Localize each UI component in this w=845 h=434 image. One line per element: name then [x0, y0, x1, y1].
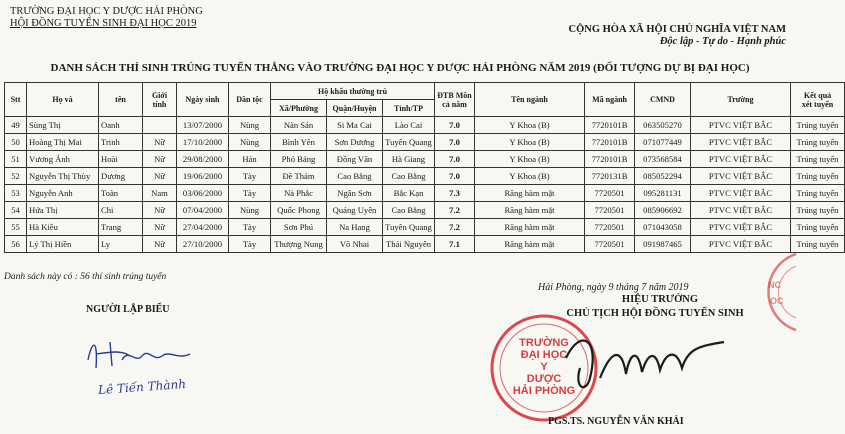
cell-ma: 7720131B [585, 168, 635, 185]
col-ho-khau: Hộ khẩu thường trú [271, 83, 435, 100]
cell-stt: 54 [5, 202, 27, 219]
cell-tinh: Hà Giang [383, 151, 435, 168]
cell-xa: Sơn Phú [271, 219, 327, 236]
cell-ns: 27/10/2000 [177, 236, 229, 253]
cell-truong: PTVC VIỆT BẮC [691, 202, 791, 219]
svg-text:NC: NC [768, 280, 781, 290]
cell-truong: PTVC VIỆT BẮC [691, 236, 791, 253]
cell-dtb: 7.0 [435, 117, 475, 134]
cell-cmnd: 091987465 [635, 236, 691, 253]
nation-name: CỘNG HÒA XÃ HỘI CHỦ NGHĨA VIỆT NAM [568, 24, 786, 35]
seal-line: HẢI PHÒNG [512, 385, 576, 397]
cell-truong: PTVC VIỆT BẮC [691, 151, 791, 168]
seal-line: DƯỢC [526, 373, 562, 385]
preparer-signature-icon [70, 330, 220, 380]
table-row [5, 168, 845, 185]
cell-quan: Đồng Văn [327, 151, 383, 168]
cell-ten: Trang [99, 219, 143, 236]
col-cmnd: CMND [635, 83, 691, 117]
cell-gt [143, 117, 177, 134]
cell-dt: Tày [229, 219, 271, 236]
cell-quan: Si Ma Cai [327, 117, 383, 134]
cell-cmnd: 071043058 [635, 219, 691, 236]
cell-kq: Trúng tuyển [791, 185, 845, 202]
seal-line: TRƯỜNG [519, 337, 569, 349]
cell-stt: 49 [5, 117, 27, 134]
cell-stt: 53 [5, 185, 27, 202]
cell-nganh: Y Khoa (B) [475, 117, 585, 134]
cell-kq: Trúng tuyển [791, 236, 845, 253]
cell-cmnd: 073568584 [635, 151, 691, 168]
cell-truong: PTVC VIỆT BẮC [691, 117, 791, 134]
table-row [5, 236, 845, 253]
cell-quan: Võ Nhai [327, 236, 383, 253]
cell-dtb: 7.3 [435, 185, 475, 202]
cell-kq: Trúng tuyển [791, 117, 845, 134]
cell-ho: Hà Kiều [27, 219, 99, 236]
cell-gt: Nữ [143, 219, 177, 236]
cell-gt: Nữ [143, 236, 177, 253]
cell-gt: Nữ [143, 202, 177, 219]
cell-dt: Tày [229, 236, 271, 253]
rector-name: PGS.TS. NGUYỄN VĂN KHẢI [548, 416, 684, 427]
university-name: TRƯỜNG ĐẠI HỌC Y DƯỢC HẢI PHÒNG [10, 6, 203, 17]
cell-ma: 7720501 [585, 219, 635, 236]
cell-ten: Chi [99, 202, 143, 219]
col-ten: tên [99, 83, 143, 117]
cell-ma: 7720101B [585, 117, 635, 134]
cell-cmnd: 085052294 [635, 168, 691, 185]
cell-nganh: Răng hàm mặt [475, 202, 585, 219]
cell-dtb: 7.0 [435, 134, 475, 151]
cell-quan: Sơn Dương [327, 134, 383, 151]
cell-nganh: Răng hàm mặt [475, 219, 585, 236]
cell-ma: 7720101B [585, 151, 635, 168]
cell-tinh: Tuyên Quang [383, 219, 435, 236]
cell-xa: Thượng Nung [271, 236, 327, 253]
cell-truong: PTVC VIỆT BẮC [691, 185, 791, 202]
cell-ten: Toàn [99, 185, 143, 202]
cell-tinh: Bắc Kạn [383, 185, 435, 202]
cell-tinh: Lào Cai [383, 117, 435, 134]
cell-stt: 51 [5, 151, 27, 168]
seal-line: Y [540, 361, 548, 373]
cell-ten: Dương [99, 168, 143, 185]
cell-dtb: 7.1 [435, 236, 475, 253]
date-line: Hải Phòng, ngày 9 tháng 7 năm 2019 [538, 282, 689, 293]
cell-xa: Nàn Sán [271, 117, 327, 134]
cell-tinh: Tuyên Quang [383, 134, 435, 151]
cell-xa: Quốc Phong [271, 202, 327, 219]
cell-ten: Oanh [99, 117, 143, 134]
cell-cmnd: 085906692 [635, 202, 691, 219]
col-quan: Quận/Huyện [327, 100, 383, 117]
table-row [5, 134, 845, 151]
cell-dt: Nùng [229, 134, 271, 151]
cell-gt: Nam [143, 185, 177, 202]
cell-kq: Trúng tuyển [791, 202, 845, 219]
cell-xa: Phó Bảng [271, 151, 327, 168]
cell-kq: Trúng tuyển [791, 151, 845, 168]
cell-dtb: 7.0 [435, 168, 475, 185]
cell-ns: 29/08/2000 [177, 151, 229, 168]
cell-ns: 03/06/2000 [177, 185, 229, 202]
cell-ma: 7720101B [585, 134, 635, 151]
cell-stt: 50 [5, 134, 27, 151]
col-dan-toc: Dân tộc [229, 83, 271, 117]
cell-stt: 52 [5, 168, 27, 185]
cell-cmnd: 063505270 [635, 117, 691, 134]
cell-ho: Nguyễn Thị Thùy [27, 168, 99, 185]
svg-text:OC: OC [770, 296, 784, 306]
cell-dt: Hán [229, 151, 271, 168]
table-row [5, 219, 845, 236]
table-row [5, 151, 845, 168]
cell-ho: Hoàng Thị Mai [27, 134, 99, 151]
cell-gt: Nữ [143, 134, 177, 151]
col-gioi-tinh: Giới tính [143, 83, 177, 117]
cell-ten: Hoài [99, 151, 143, 168]
cell-kq: Trúng tuyển [791, 134, 845, 151]
table-row [5, 117, 845, 134]
cell-ns: 07/04/2000 [177, 202, 229, 219]
cell-nganh: Y Khoa (B) [475, 151, 585, 168]
cell-truong: PTVC VIỆT BẮC [691, 219, 791, 236]
cell-gt: Nữ [143, 168, 177, 185]
cell-gt: Nữ [143, 151, 177, 168]
cell-truong: PTVC VIỆT BẮC [691, 168, 791, 185]
rector-title: HIỆU TRƯỞNG [621, 294, 699, 305]
cell-dt: Nùng [229, 202, 271, 219]
cell-xa: Nà Phắc [271, 185, 327, 202]
cell-quan: Cao Bằng [327, 168, 383, 185]
cell-tinh: Thái Nguyên [383, 236, 435, 253]
preparer-label: NGƯỜI LẬP BIỂU [86, 304, 170, 315]
cell-ho: Lý Thị Hiền [27, 236, 99, 253]
cell-xa: Bình Yên [271, 134, 327, 151]
cell-ns: 17/10/2000 [177, 134, 229, 151]
cell-ma: 7720501 [585, 202, 635, 219]
cell-dt: Tày [229, 168, 271, 185]
cell-tinh: Cao Bằng [383, 168, 435, 185]
cell-kq: Trúng tuyển [791, 219, 845, 236]
col-ten-nganh: Tên ngành [475, 83, 585, 117]
cell-dtb: 7.2 [435, 219, 475, 236]
partial-seal-icon [726, 252, 796, 332]
col-dtb: ĐTB Môn cả năm [435, 83, 475, 117]
cell-quan: Ngân Sơn [327, 185, 383, 202]
cell-xa: Đề Thám [271, 168, 327, 185]
cell-dtb: 7.2 [435, 202, 475, 219]
council-name: HỘI ĐỒNG TUYỂN SINH ĐẠI HỌC 2019 [10, 18, 197, 29]
motto: Độc lập - Tự do - Hạnh phúc [659, 36, 786, 47]
col-stt: Stt [5, 83, 27, 117]
cell-dt: Nùng [229, 117, 271, 134]
col-ngay-sinh: Ngày sinh [177, 83, 229, 117]
cell-cmnd: 071077449 [635, 134, 691, 151]
cell-dtb: 7.0 [435, 151, 475, 168]
rector-signature-icon [560, 318, 730, 408]
rector-subtitle: CHỦ TỊCH HỘI ĐỒNG TUYỂN SINH [566, 308, 744, 319]
preparer-name: Lê Tiến Thành [97, 376, 187, 398]
cell-ten: Trinh [99, 134, 143, 151]
cell-stt: 55 [5, 219, 27, 236]
col-truong: Trường [691, 83, 791, 117]
cell-truong: PTVC VIỆT BẮC [691, 134, 791, 151]
cell-dt: Tày [229, 185, 271, 202]
cell-ns: 19/06/2000 [177, 168, 229, 185]
col-ket-qua: Kết quả xét tuyển [791, 83, 845, 117]
header-right [568, 24, 786, 48]
col-ho: Họ và [27, 83, 99, 117]
cell-nganh: Răng hàm mặt [475, 236, 585, 253]
cell-ho: Hứa Thị [27, 202, 99, 219]
cell-nganh: Y Khoa (B) [475, 168, 585, 185]
cell-kq: Trúng tuyển [791, 168, 845, 185]
cell-quan: Quảng Uyên [327, 202, 383, 219]
col-ma-nganh: Mã ngành [585, 83, 635, 117]
cell-stt: 56 [5, 236, 27, 253]
cell-nganh: Răng hàm mặt [475, 185, 585, 202]
table-row [5, 202, 845, 219]
cell-nganh: Y Khoa (B) [475, 134, 585, 151]
cell-cmnd: 095281131 [635, 185, 691, 202]
cell-ns: 27/04/2000 [177, 219, 229, 236]
seal-line: ĐẠI HỌC [520, 349, 568, 361]
cell-ma: 7720501 [585, 185, 635, 202]
cell-ten: Ly [99, 236, 143, 253]
table-row [5, 185, 845, 202]
header-left [10, 6, 203, 30]
col-tinh: Tỉnh/TP [383, 100, 435, 117]
cell-ns: 13/07/2000 [177, 117, 229, 134]
document-title: DANH SÁCH THÍ SINH TRÚNG TUYỂN THẲNG VÀO TRƯỜNG ĐẠI HỌC Y DƯỢC HẢI PHÒNG NĂM 2019 (ĐỐI TƯỢNG DỰ BỊ ĐẠI HỌC) [50, 62, 750, 74]
table-body [5, 117, 845, 253]
cell-tinh: Cao Bằng [383, 202, 435, 219]
summary-line: Danh sách này có : 56 thí sinh trúng tuyển [4, 272, 167, 282]
col-xa: Xã/Phường [271, 100, 327, 117]
cell-ma: 7720501 [585, 236, 635, 253]
cell-ho: Nguyễn Anh [27, 185, 99, 202]
cell-quan: Na Hang [327, 219, 383, 236]
cell-ho: Vương Ánh [27, 151, 99, 168]
cell-ho: Sùng Thị [27, 117, 99, 134]
candidates-table [4, 82, 845, 253]
